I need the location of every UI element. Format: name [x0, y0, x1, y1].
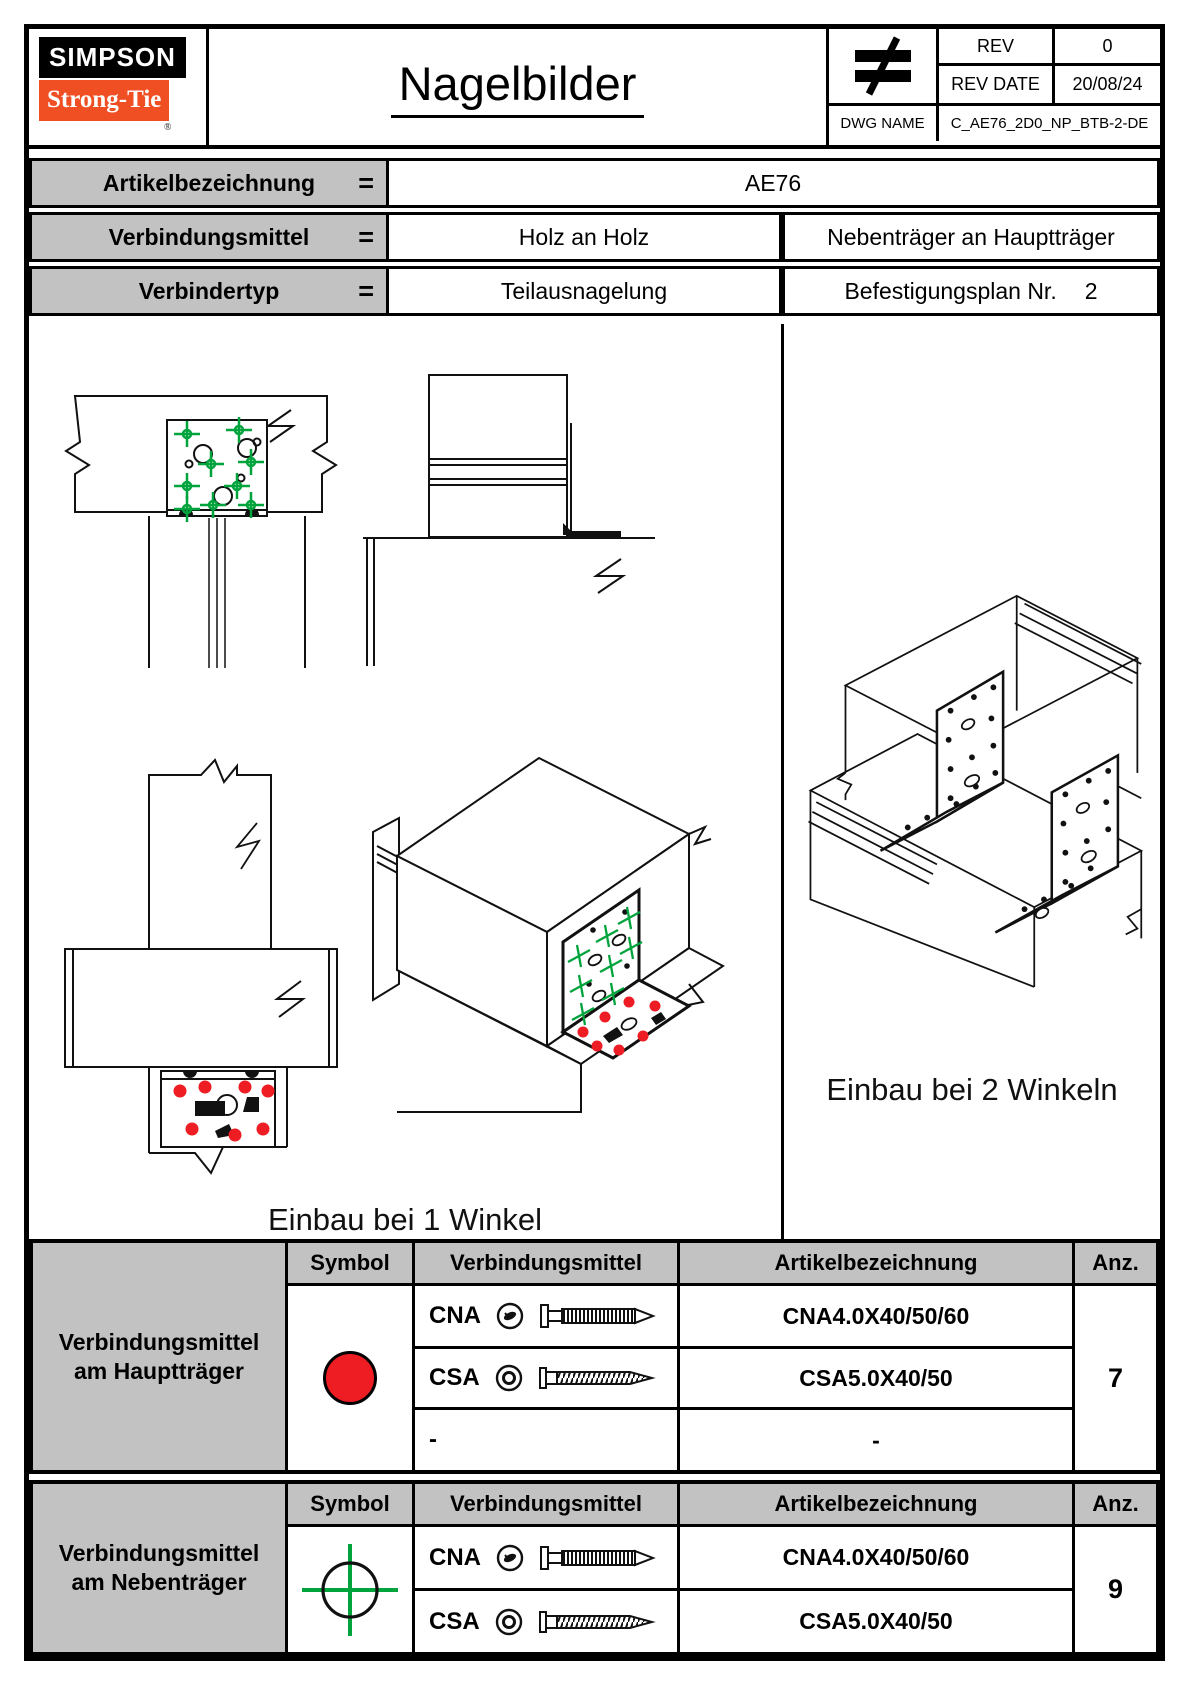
- cna-nail-icon: [539, 1302, 657, 1330]
- info-label: [29, 212, 389, 262]
- info-label-text: Verbindertyp: [138, 277, 280, 304]
- caption-two-winkeln: Einbau bei 2 Winkeln: [826, 1072, 1118, 1107]
- befestigungsplan-number: 2: [1084, 277, 1098, 304]
- cna-head-icon: [495, 1301, 525, 1331]
- info-row-verbindungsmittel: [29, 212, 1160, 262]
- fastener-row-cna: [415, 1286, 677, 1346]
- drawing-front-view-haupttraeger: [49, 753, 349, 1183]
- info-rows: [29, 149, 1160, 324]
- symbol-cell: [288, 1527, 412, 1652]
- verbindertyp-left: Teilausnagelung: [389, 266, 782, 316]
- red-circle-symbol: [323, 1351, 377, 1405]
- rev-value: 0: [1055, 29, 1160, 66]
- col-header-article: Artikelbezeichnung: [680, 1484, 1072, 1524]
- csa-screw-icon: [538, 1608, 656, 1636]
- fastener-row-csa: [415, 1591, 677, 1652]
- fastener-table-nebentraeger: [29, 1480, 1160, 1656]
- article-cell: CSA5.0X40/50: [680, 1591, 1072, 1652]
- fastener-code: -: [429, 1426, 437, 1453]
- col-header-fastener: Verbindungsmittel: [415, 1484, 677, 1524]
- fastener-code: CSA: [429, 1607, 480, 1635]
- equals-sign: =: [358, 275, 374, 306]
- rev-date-value: 20/08/24: [1055, 66, 1160, 106]
- green-crosshair-symbol: [298, 1538, 402, 1642]
- col-header-qty: Anz.: [1075, 1243, 1156, 1283]
- drawing-isometric-one-angle: [367, 684, 737, 1114]
- csa-screw-icon: [538, 1364, 656, 1392]
- drawing-front-view-nebentraeger: [51, 366, 351, 671]
- rev-label: REV: [939, 29, 1055, 66]
- fastener-row-csa: [415, 1349, 677, 1407]
- befestigungsplan-label: Befestigungsplan Nr.: [844, 277, 1057, 304]
- group-label: Verbindungsmittel am Nebenträger: [33, 1484, 285, 1652]
- drawing-side-view: [357, 363, 657, 668]
- qty-value: 7: [1075, 1286, 1156, 1470]
- info-label: [29, 158, 389, 208]
- info-row-artikel: [29, 158, 1160, 208]
- csa-head-icon: [494, 1363, 524, 1393]
- col-header-symbol: Symbol: [288, 1484, 412, 1524]
- verbindungsmittel-left: Holz an Holz: [389, 212, 782, 262]
- projection-symbol-cell: [829, 29, 939, 106]
- col-header-fastener: Verbindungsmittel: [415, 1243, 677, 1283]
- info-label: [29, 266, 389, 316]
- page-title: Nagelbilder: [391, 56, 645, 118]
- cna-head-icon: [495, 1543, 525, 1573]
- article-cell: CSA5.0X40/50: [680, 1349, 1072, 1407]
- cna-nail-icon: [539, 1544, 657, 1572]
- article-cell: CNA4.0X40/50/60: [680, 1286, 1072, 1346]
- equals-sign: =: [358, 167, 374, 198]
- col-header-symbol: Symbol: [288, 1243, 412, 1283]
- fastener-row-empty: [415, 1410, 677, 1470]
- symbol-cell: [288, 1286, 412, 1470]
- fastener-row-cna: [415, 1527, 677, 1588]
- info-label-text: Artikelbezeichnung: [102, 169, 316, 196]
- revision-block: [826, 29, 1160, 145]
- title-cell: [209, 29, 826, 145]
- drawing-isometric-two-angles: [791, 474, 1151, 994]
- logo: [29, 29, 209, 145]
- group-label: Verbindungsmittel am Hauptträger: [33, 1243, 285, 1470]
- logo-simpson: SIMPSON: [39, 37, 186, 78]
- equals-sign: =: [358, 221, 374, 252]
- befestigungsplan: [782, 266, 1160, 316]
- fastener-tables: [29, 1239, 1160, 1656]
- col-header-qty: Anz.: [1075, 1484, 1156, 1524]
- fastener-code: CNA: [429, 1302, 481, 1329]
- dwg-name-value: C_AE76_2D0_NP_BTB-2-DE: [950, 115, 1149, 132]
- registered-mark: ®: [163, 122, 172, 133]
- csa-head-icon: [494, 1607, 524, 1637]
- verbindungsmittel-right: Nebenträger an Hauptträger: [782, 212, 1160, 262]
- drawing-sheet: [24, 24, 1165, 1661]
- artikel-value: AE76: [389, 158, 1160, 208]
- title-block: [29, 29, 1160, 149]
- fastener-code: CSA: [429, 1364, 480, 1391]
- article-cell: CNA4.0X40/50/60: [680, 1527, 1072, 1588]
- logo-strongtie: [39, 80, 172, 133]
- caption-one-winkel: Einbau bei 1 Winkel: [268, 1202, 542, 1237]
- logo-strongtie-text: Strong-Tie: [47, 86, 162, 113]
- qty-value: 9: [1075, 1527, 1156, 1652]
- fastener-table-haupttraeger: [29, 1239, 1160, 1474]
- rev-date-label: REV DATE: [939, 66, 1055, 106]
- dwg-name-label: DWG NAME: [829, 106, 939, 141]
- not-equal-projection-icon: [845, 36, 921, 96]
- drawing-area: [29, 324, 1160, 1239]
- fastener-code: CNA: [429, 1543, 481, 1571]
- info-label-text: Verbindungsmittel: [108, 223, 310, 250]
- col-header-article: Artikelbezeichnung: [680, 1243, 1072, 1283]
- article-cell: -: [680, 1410, 1072, 1470]
- info-row-verbindertyp: [29, 266, 1160, 316]
